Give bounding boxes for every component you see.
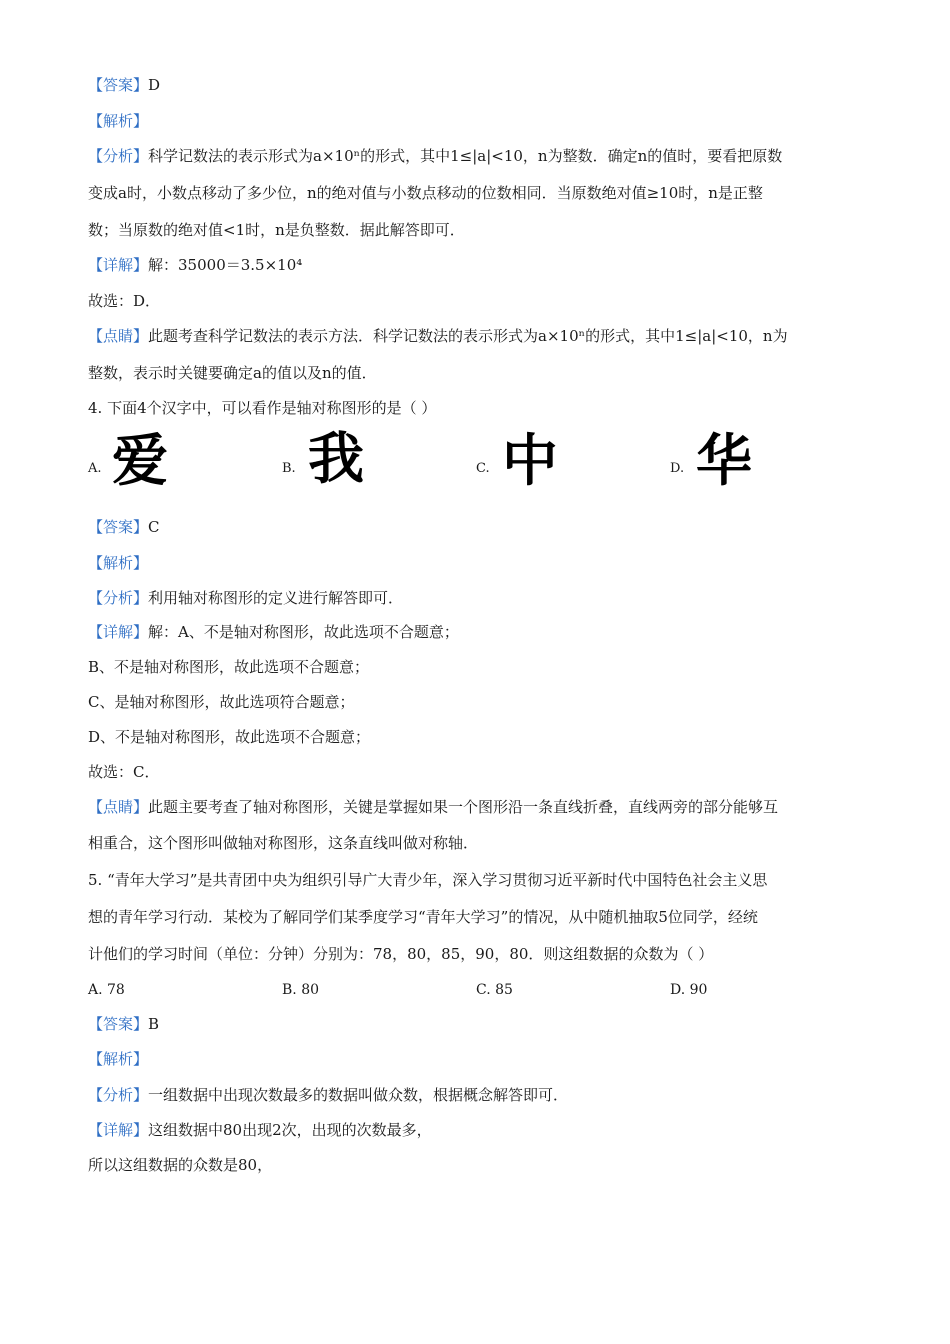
q5-stem-2: 想的青年学习行动．某校为了解同学们某季度学习“青年大学习”的情况，从中随机抽取5位同学，经统 <box>88 908 758 926</box>
q4-xiangjie-2: B、不是轴对称图形，故此选项不合题意； <box>88 658 370 676</box>
q4-option-c-char: 中 <box>502 429 558 494</box>
q3-fenxi-2: 变成a时，小数点移动了多少位，n的绝对值与小数点移动的位数相同．当原数绝对值≥10时，n是正整 <box>88 184 763 202</box>
q4-xiangjie-4: D、不是轴对称图形，故此选项不合题意； <box>88 728 371 746</box>
q3-guxuan: 故选：D． <box>88 292 161 310</box>
q4-xiangjie-1: 【详解】解：A、不是轴对称图形，故此选项不合题意； <box>88 623 459 641</box>
q5-fenxi: 【分析】一组数据中出现次数最多的数据叫做众数，根据概念解答即可． <box>88 1086 569 1104</box>
q4-option-d-char: 华 <box>696 429 752 494</box>
q5-xiangjie-1: 【详解】这组数据中80出现2次，出现的次数最多， <box>88 1121 432 1139</box>
q3-jiexi: 【解析】 <box>88 112 149 130</box>
q5-option-c: C. 85 <box>476 982 513 998</box>
q4-dianjing-1: 【点睛】此题主要考查了轴对称图形，关键是掌握如果一个图形沿一条直线折叠，直线两旁的部分能够互 <box>88 798 779 816</box>
q3-dianjing-2: 整数，表示时关键要确定a的值以及n的值． <box>88 364 377 382</box>
q4-xiangjie-3: C、是轴对称图形，故此选项符合题意； <box>88 693 355 711</box>
q4-fenxi: 【分析】利用轴对称图形的定义进行解答即可． <box>88 589 404 607</box>
q4-stem: 4. 下面4个汉字中，可以看作是轴对称图形的是（ ） <box>88 399 437 417</box>
q3-xiangjie: 【详解】解：35000＝3.5×10⁴ <box>88 256 303 274</box>
q5-option-b: B. 80 <box>282 982 320 998</box>
q5-jiexi: 【解析】 <box>88 1050 149 1068</box>
q3-answer: 【答案】D <box>88 76 161 94</box>
q4-answer: 【答案】C <box>88 518 160 536</box>
q4-guxuan: 故选：C． <box>88 763 160 781</box>
q5-option-a: A. 78 <box>88 982 125 998</box>
q4-jiexi: 【解析】 <box>88 554 149 572</box>
q5-answer: 【答案】B <box>88 1015 160 1033</box>
q4-option-b-char: 我 <box>308 427 364 492</box>
q5-option-d: D. 90 <box>670 982 708 998</box>
q4-dianjing-2: 相重合，这个图形叫做轴对称图形，这条直线叫做对称轴． <box>88 834 479 852</box>
q3-dianjing-1: 【点睛】此题考查科学记数法的表示方法．科学记数法的表示形式为a×10ⁿ的形式，其中1≤|a|<10，n为 <box>88 327 788 345</box>
q4-option-a-char: 爱 <box>112 429 168 494</box>
q5-xiangjie-2: 所以这组数据的众数是80， <box>88 1156 273 1174</box>
q5-stem-3: 计他们的学习时间（单位：分钟）分别为：78，80，85，90，80．则这组数据的众数为（ ） <box>88 945 714 963</box>
q3-fenxi-1: 【分析】科学记数法的表示形式为a×10ⁿ的形式，其中1≤|a|<10，n为整数．确定n的值时，要看把原数 <box>88 147 783 165</box>
q3-fenxi-3: 数；当原数的绝对值<1时，n是负整数．据此解答即可． <box>88 221 465 239</box>
q5-stem-1: 5. “青年大学习”是共青团中央为组织引导广大青少年，深入学习贯彻习近平新时代中国特色社会主义思 <box>88 871 768 889</box>
